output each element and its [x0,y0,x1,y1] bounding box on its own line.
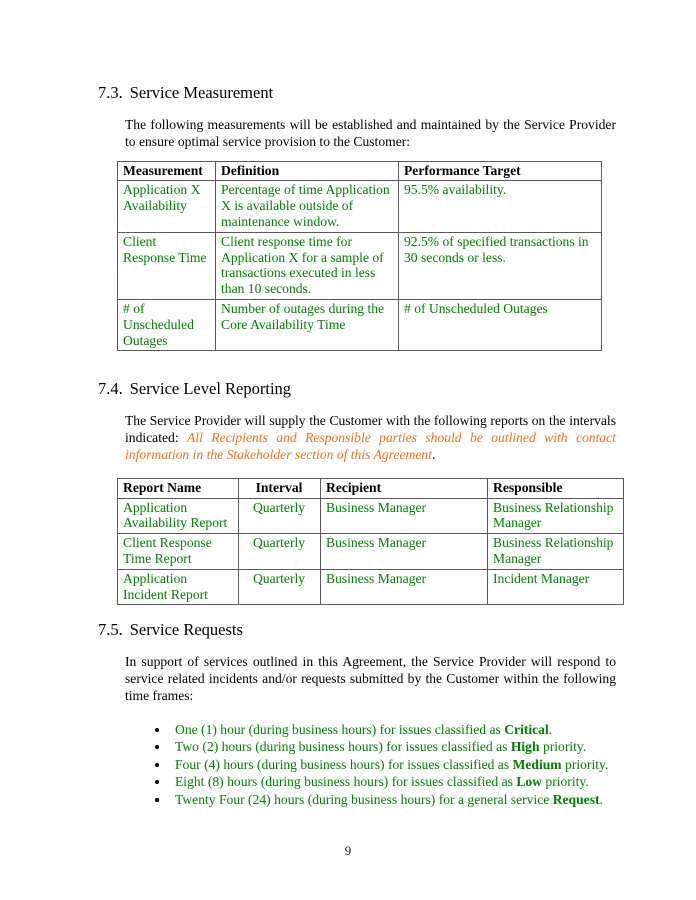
section-title: Service Level Reporting [129,379,292,399]
cell-responsible: Incident Manager [488,569,624,605]
col-header-interval: Interval [239,478,321,498]
section-7-5-intro: In support of services outlined in this Agreement, the Service Provider will respond to service related incidents and/or requests submitted by the Customer within the following time frames: [125,654,616,703]
table-header-row [118,161,602,181]
cell-report-name: Application Incident Report [118,569,239,605]
list-item [170,773,616,791]
section-number: 7.4. [98,379,123,399]
cell-recipient: Business Manager [321,569,488,605]
bullet-text: Four (4) hours (during business hours) for issues classified as [175,756,513,772]
bullet-bold-word: High [510,739,540,755]
table-row [118,534,624,570]
cell-definition: Percentage of time Application X is available outside of maintenance window. [216,181,399,232]
cell-interval: Quarterly [239,498,321,534]
reporting-table [117,478,624,606]
bullet-bold-word: Medium [512,756,562,772]
cell-measurement: # of Unscheduled Outages [118,299,216,350]
table-row [118,232,602,299]
cell-performance-target: # of Unscheduled Outages [399,299,602,350]
bullet-text: Eight (8) hours (during business hours) for issues classified as [175,774,517,790]
list-item [170,791,616,809]
col-header-measurement: Measurement [118,161,216,181]
section-title: Service Measurement [129,83,274,102]
bullet-bold-word: Low [516,774,542,790]
col-header-report-name: Report Name [118,478,239,498]
cell-recipient: Business Manager [321,534,488,570]
table-row [118,569,624,605]
cell-report-name: Client Response Time Report [118,534,239,570]
section-number: 7.3. [98,83,123,102]
bullet-text-suffix: priority. [561,756,609,772]
bullet-text-suffix: priority. [539,739,587,755]
section-title: Service Requests [129,620,243,640]
table-row [118,498,624,534]
cell-interval: Quarterly [239,534,321,570]
section-heading-7-3 [98,83,616,103]
cell-interval: Quarterly [239,569,321,605]
col-header-responsible: Responsible [488,478,624,498]
bullet-text-suffix: . [548,721,553,737]
stakeholder-note: All Recipients and Responsible parties should be outlined with contact information in the Stakeholder section of this Agreement [125,430,616,462]
section-number: 7.5. [98,620,123,640]
col-header-recipient: Recipient [321,478,488,498]
intro-text: The Service Provider will supply the Customer with the following reports on the intervals indicated: [125,413,616,446]
table-header-row [118,478,624,498]
section-heading-7-4 [98,379,616,399]
list-item [170,756,616,774]
cell-responsible: Business Relationship Manager [488,534,624,570]
bullet-text-suffix: . [599,791,603,807]
cell-measurement: Application X Availability [118,181,216,232]
measurement-table [117,161,602,352]
intro-text-end: . [431,446,436,462]
cell-responsible: Business Relationship Manager [488,498,624,534]
section-7-4-intro [125,413,616,463]
section-heading-7-5 [98,620,616,640]
page-number: 9 [344,843,352,858]
bullet-text-suffix: priority. [542,774,589,790]
table-row [118,181,602,232]
cell-report-name: Application Availability Report [118,498,239,534]
cell-definition: Number of outages during the Core Availability Time [216,299,399,350]
table-row [118,299,602,350]
bullet-text: Two (2) hours (during business hours) for issues classified as [175,739,511,755]
cell-performance-target: 95.5% availability. [399,181,602,232]
list-item [170,721,616,739]
bullet-bold-word: Request [552,791,600,807]
col-header-performance-target: Performance Target [399,161,602,181]
cell-recipient: Business Manager [321,498,488,534]
list-item [170,738,616,756]
bullet-text: Twenty Four (24) hours (during business hours) for a general service [175,791,553,807]
col-header-definition: Definition [216,161,399,181]
bullet-bold-word: Critical [504,721,549,737]
cell-measurement: Client Response Time [118,232,216,299]
section-7-3-intro: The following measurements will be established and maintained by the Service Provider to ensure optimal service provision to the Customer: [125,117,616,149]
cell-definition: Client response time for Application X for a sample of transactions executed in less than 10 seconds. [216,232,399,299]
cell-performance-target: 92.5% of specified transactions in 30 seconds or less. [399,232,602,299]
bullet-text: One (1) hour (during business hours) for issues classified as [175,721,505,737]
service-request-bullet-list [125,721,616,809]
